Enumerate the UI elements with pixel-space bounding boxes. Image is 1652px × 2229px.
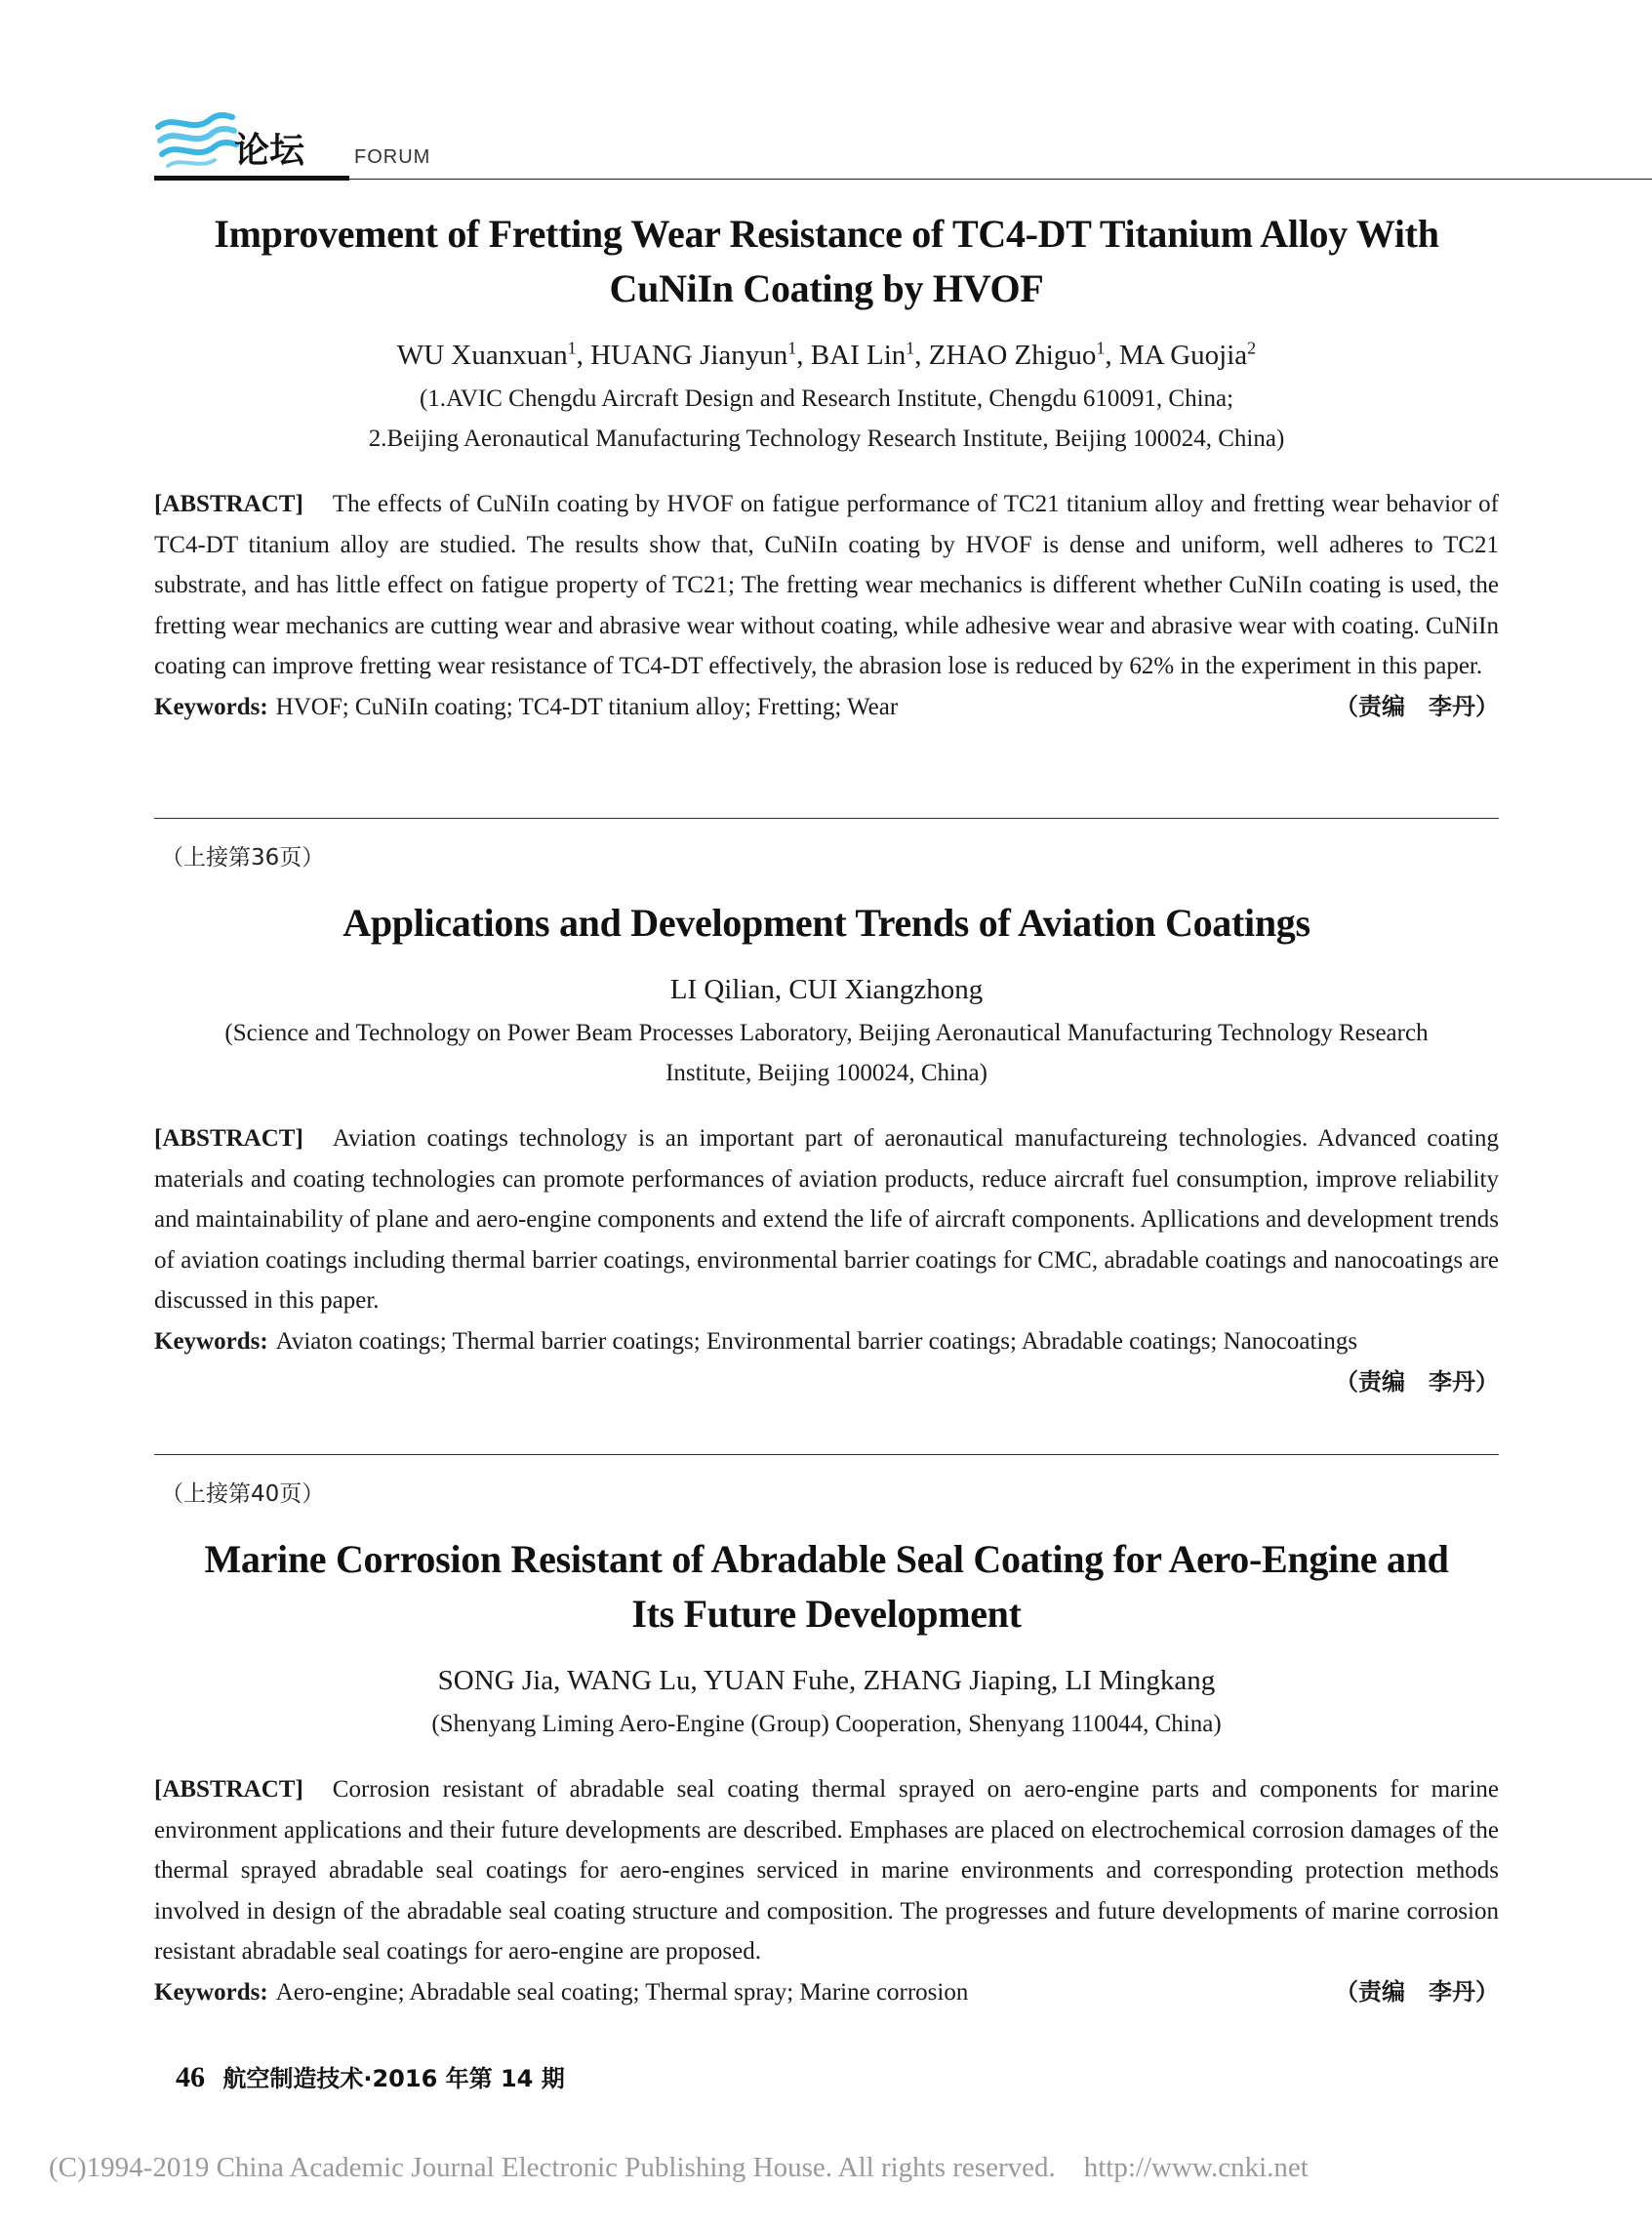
title-line: CuNiIn Coating by HVOF bbox=[609, 266, 1044, 310]
author: BAI Lin$^1$ bbox=[810, 338, 915, 371]
abstract-label: [ABSTRACT] bbox=[154, 1776, 303, 1803]
author-list: SONG Jia, WANG Lu, YUAN Fuhe, ZHANG Jiaping, LI Mingkang bbox=[437, 1665, 1216, 1696]
keywords-label: Keywords: bbox=[154, 693, 268, 720]
header-rule bbox=[154, 176, 349, 181]
keywords-label: Keywords: bbox=[154, 1978, 268, 2006]
author-list: LI Qilian, CUI Xiangzhong bbox=[669, 974, 984, 1005]
author: HUANG Jianyun$^1$ bbox=[590, 338, 797, 371]
article-2 bbox=[154, 896, 1499, 1402]
title-line: Improvement of Fretting Wear Resistance of TC4-DT Titanium Alloy With bbox=[214, 212, 1439, 256]
author: MA Guojia$^2$ bbox=[1118, 338, 1257, 371]
editor-note: （责编 李丹） bbox=[1335, 1367, 1499, 1396]
header-rule-thin bbox=[349, 179, 1652, 180]
abstract bbox=[154, 1769, 1499, 1972]
keywords-text: Aero-engine; Abradable seal coating; Thermal spray; Marine corrosion bbox=[275, 1978, 969, 2006]
abstract-text: Corrosion resistant of abradable seal coating thermal sprayed on aero-engine parts and components for marine environment applications and their future developments are described. Emphases are placed on electrochemical corrosion damages of the thermal sprayed abradable seal coatings for aero-engines serviced in marine environments and corresponding protection methods involved in design of the abradable seal coating structure and composition. The progresses and future developments of marine corrosion resistant abradable seal coatings for aero-engine are proposed. bbox=[154, 1776, 1499, 1966]
keywords-text: HVOF; CuNiIn coating; TC4-DT titanium alloy; Fretting; Wear bbox=[275, 693, 899, 720]
section-divider bbox=[154, 818, 1499, 819]
article-title bbox=[154, 207, 1499, 316]
editor-row bbox=[154, 1362, 1499, 1403]
abstract-label: [ABSTRACT] bbox=[154, 1125, 303, 1152]
author: WU Xuanxuan$^1$ bbox=[396, 338, 577, 371]
continued-note: （上接第40页） bbox=[161, 1481, 325, 1507]
article-title bbox=[154, 1532, 1499, 1641]
affiliation: (1.AVIC Chengdu Aircraft Design and Research Institute, Chengdu 610091, China; 2.Beijing Aeronautical Manufacturing Technology Research Institute, Beijing 100024, China) bbox=[368, 385, 1285, 452]
abstract bbox=[154, 484, 1499, 687]
keywords-row bbox=[154, 1321, 1499, 1362]
header-section-title: 论坛 bbox=[234, 131, 305, 171]
abstract-text: The effects of CuNiIn coating by HVOF on fatigue performance of TC21 titanium alloy and fretting wear behavior of TC4-DT titanium alloy are studied. The results show that, CuNiIn coating by HVOF is dense and uniform, well adheres to TC21 substrate, and has little effect on fatigue property of TC21; The fretting wear mechanics is different whether CuNiIn coating is used, the fretting wear mechanics are cutting wear and abrasive wear without coating, while adhesive wear and abrasive wear with coating. CuNiIn coating can improve fretting wear resistance of TC4-DT effectively, the abrasion lose is reduced by 62% in the experiment in this paper. bbox=[154, 491, 1499, 680]
keywords-label: Keywords: bbox=[154, 1327, 268, 1355]
abstract-text: Aviation coatings technology is an important part of aeronautical manufactureing technologies. Advanced coating materials and coating technologies can promote performances of aviation products, reduce aircraft fuel consumption, improve reliability and maintainability of plane and aero-engine components and extend the life of aircraft components. Apllications and development trends of aviation coatings including thermal barrier coatings, environmental barrier coatings for CMC, abradable coatings and nanocoatings are discussed in this paper. bbox=[154, 1125, 1499, 1315]
journal-name: 航空制造技术·2016 年第 14 期 bbox=[222, 2065, 565, 2092]
page-number: 46 bbox=[176, 2061, 205, 2093]
section-divider bbox=[154, 1454, 1499, 1455]
article-title bbox=[154, 896, 1499, 951]
keywords-text: Aviaton coatings; Thermal barrier coatings; Environmental barrier coatings; Abradable coatings; Nanocoatings bbox=[275, 1327, 1358, 1355]
editor-note: （责编 李丹） bbox=[1335, 1977, 1499, 2006]
wave-logo-icon bbox=[154, 105, 242, 172]
keywords-row bbox=[154, 1972, 1499, 2013]
title-line: Applications and Development Trends of Aviation Coatings bbox=[342, 901, 1310, 945]
header-section-subtitle: FORUM bbox=[354, 146, 431, 168]
continued-note: （上接第36页） bbox=[161, 845, 325, 871]
affiliation: (Science and Technology on Power Beam Processes Laboratory, Beijing Aeronautical Manufacturing Technology Research Institute, Beijing 100024, China) bbox=[224, 1020, 1429, 1086]
copyright-notice: (C)1994-2019 China Academic Journal Electronic Publishing House. All rights reserved. http://www.cnki.net bbox=[49, 2152, 1309, 2183]
title-line: Marine Corrosion Resistant of Abradable Seal Coating for Aero-Engine and bbox=[204, 1537, 1449, 1581]
keywords-row bbox=[154, 687, 1499, 728]
article-3 bbox=[154, 1532, 1499, 2013]
abstract bbox=[154, 1118, 1499, 1321]
editor-note: （责编 李丹） bbox=[1335, 692, 1499, 720]
page-header bbox=[154, 105, 1652, 183]
author: ZHAO Zhiguo$^1$ bbox=[928, 338, 1106, 371]
author-list: WU Xuanxuan$^1$, HUANG Jianyun$^1$, BAI Lin$^1$, ZHAO Zhiguo$^1$, MA Guojia$^2$ bbox=[396, 338, 1257, 371]
page-footer bbox=[176, 2059, 565, 2094]
title-line: Its Future Development bbox=[631, 1592, 1022, 1636]
abstract-label: [ABSTRACT] bbox=[154, 491, 303, 517]
article-1 bbox=[154, 207, 1499, 728]
affiliation: (Shenyang Liming Aero-Engine (Group) Cooperation, Shenyang 110044, China) bbox=[431, 1711, 1222, 1737]
